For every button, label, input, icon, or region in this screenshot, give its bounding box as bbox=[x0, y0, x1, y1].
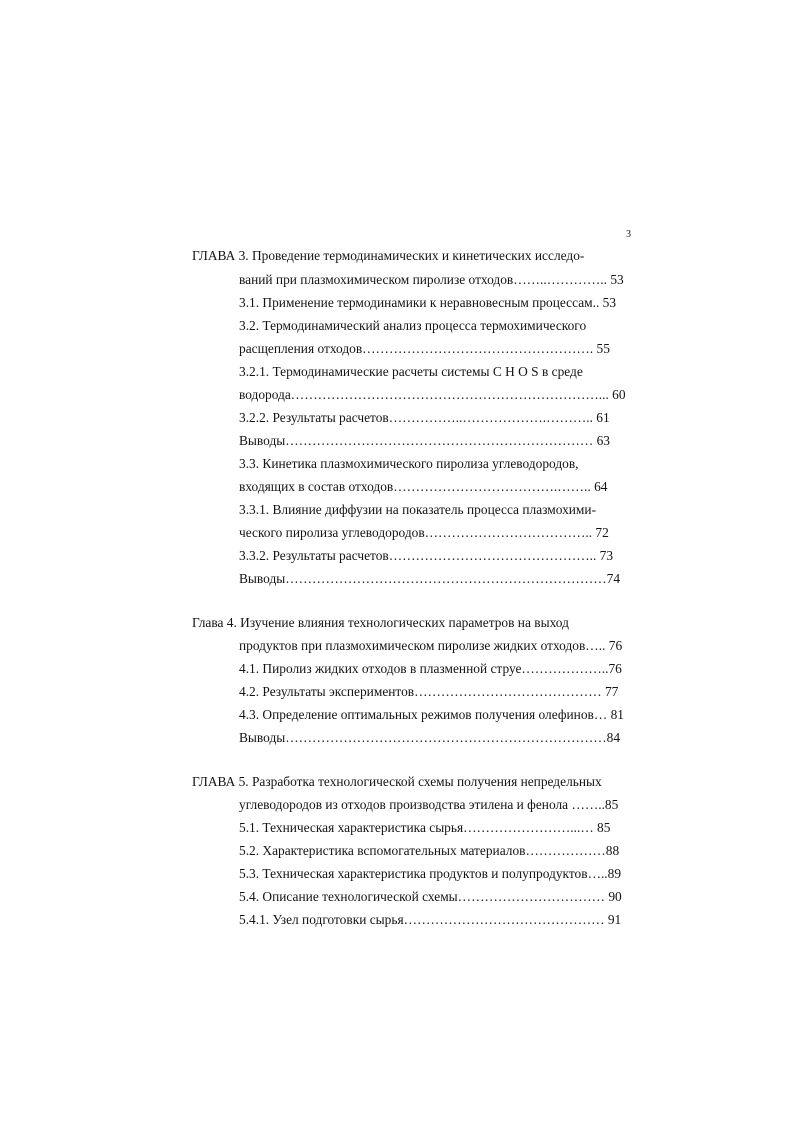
toc-entry-3-3-1: 3.3.1. Влияние диффузии на показатель процесса плазмохими- bbox=[239, 502, 597, 517]
toc-entry-5-1: 5.1. Техническая характеристика сырья……………………...… 85 bbox=[239, 820, 611, 835]
chapter4-heading: Глава 4. Изучение влияния технологических параметров на выход bbox=[192, 615, 569, 630]
toc-entry-5-2: 5.2. Характеристика вспомогательных материалов………………88 bbox=[239, 843, 620, 858]
toc-entry-3-2: 3.2. Термодинамический анализ процесса термохимического bbox=[239, 318, 587, 333]
page-number: 3 bbox=[626, 229, 631, 240]
toc-entry-3-2-2: 3.2.2. Результаты расчетов……………..……………….……….. 61 bbox=[239, 410, 610, 425]
toc-entry-4-3: 4.3. Определение оптимальных режимов получения олефинов… 81 bbox=[239, 707, 624, 722]
chapter5-heading: ГЛАВА 5. Разработка технологической схемы получения непредельных bbox=[192, 774, 602, 789]
toc-entry-5-4-1: 5.4.1. Узел подготовки сырья……………………………………… 91 bbox=[239, 912, 622, 927]
toc-entry-4-1: 4.1. Пиролиз жидких отходов в плазменной струе………………..76 bbox=[239, 661, 622, 676]
toc-entry-3-3-cont: входящих в состав отходов……………………………….…….. 64 bbox=[239, 479, 608, 494]
toc-entry-3-2-cont: расщепления отходов……………………………………………. 55 bbox=[239, 341, 610, 356]
toc-entry-3-1: 3.1. Применение термодинамики к неравновесным процессам.. 53 bbox=[239, 295, 617, 310]
chapter3-heading: ГЛАВА 3. Проведение термодинамических и кинетических исследо- bbox=[192, 248, 585, 263]
toc-entry-conclusions-3a: Выводы…………………………………………………………… 63 bbox=[239, 433, 611, 448]
toc-entry-conclusions-3b: Выводы………………………………………………………………74 bbox=[239, 571, 621, 586]
toc-entry-4-2: 4.2. Результаты экспериментов…………………………………… 77 bbox=[239, 684, 619, 699]
toc-entry-3-3: 3.3. Кинетика плазмохимического пиролиза углеводородов, bbox=[239, 456, 579, 471]
toc-entry-5-3: 5.3. Техническая характеристика продуктов и полупродуктов…..89 bbox=[239, 866, 622, 881]
toc-entry-5-4: 5.4. Описание технологической схемы…………………………… 90 bbox=[239, 889, 622, 904]
toc-entry-3-2-1-cont: водорода……………………………………………………………... 60 bbox=[239, 387, 626, 402]
chapter4-heading-cont: продуктов при плазмохимическом пиролизе жидких отходов….. 76 bbox=[239, 638, 623, 653]
chapter5-heading-cont: углеводородов из отходов производства этилена и фенола ……..85 bbox=[239, 797, 619, 812]
chapter3-heading-cont: ваний при плазмохимическом пиролизе отходов……..………….. 53 bbox=[239, 272, 624, 287]
toc-entry-conclusions-4: Выводы………………………………………………………………84 bbox=[239, 730, 621, 745]
toc-entry-3-2-1: 3.2.1. Термодинамические расчеты системы C H O S в среде bbox=[239, 364, 583, 379]
toc-entry-3-3-1-cont: ческого пиролиза углеводородов……………………………….. 72 bbox=[239, 525, 609, 540]
toc-entry-3-3-2: 3.3.2. Результаты расчетов……………………………………….. 73 bbox=[239, 548, 614, 563]
